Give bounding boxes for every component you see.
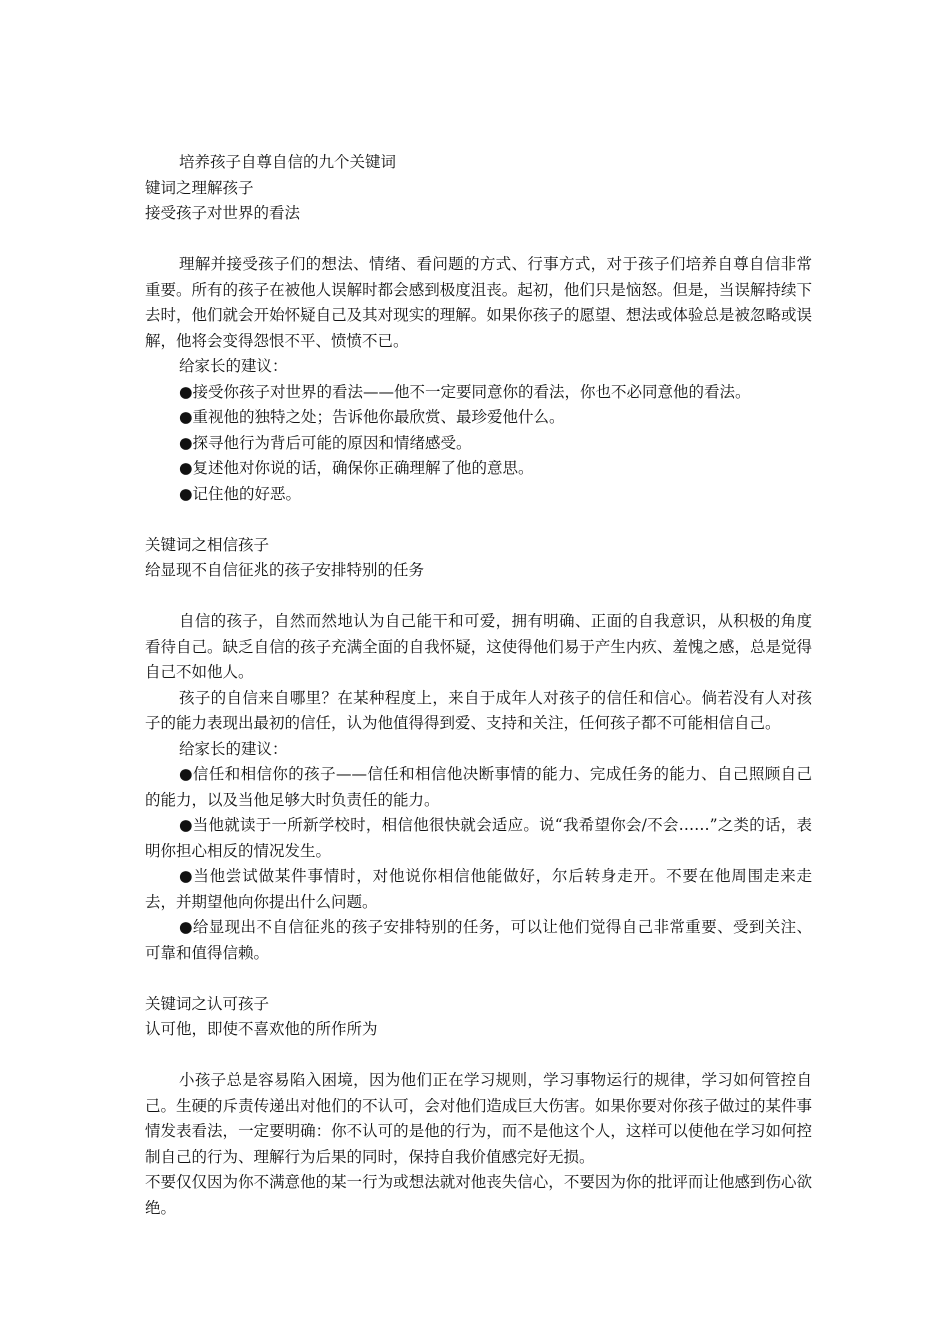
section2-paragraph: 自信的孩子，自然而然地认为自己能干和可爱，拥有明确、正面的自我意识，从积极的角度看待自己。缺乏自信的孩子充满全面的自我怀疑，这使得他们易于产生内疚、羞愧之感，总是觉得自己不如他人。 bbox=[145, 612, 812, 681]
section1-paragraph: 理解并接受孩子们的想法、情绪、看问题的方式、行事方式，对于孩子们培养自尊自信非常重要。所有的孩子在被他人误解时都会感到极度沮丧。起初，他们只是恼怒。但是，当误解持续下去时，他们就会开始怀疑自己及其对现实的理解。如果你孩子的愿望、想法或体验总是被忽略或误解，他将会变得怨恨不平、愤愤不已。 bbox=[145, 255, 812, 350]
section3-subheading: 认可他，即使不喜欢他的所作所为 bbox=[145, 1020, 378, 1038]
spacer bbox=[145, 507, 812, 533]
spacer bbox=[145, 966, 812, 992]
section1-bullet: ●重视他的独特之处；告诉他你最欣赏、最珍爱他什么。 bbox=[179, 408, 565, 426]
spacer bbox=[145, 1043, 812, 1069]
section2-advice-label: 给家长的建议： bbox=[179, 739, 288, 758]
section3-heading: 关键词之认可孩子 bbox=[145, 994, 270, 1013]
section1-bullet: ●复述他对你说的话，确保你正确理解了他的意思。 bbox=[179, 459, 534, 477]
section2-heading: 关键词之相信孩子 bbox=[145, 535, 270, 554]
section1-subheading: 接受孩子对世界的看法 bbox=[145, 204, 301, 222]
spacer bbox=[145, 584, 812, 610]
document-body bbox=[145, 150, 812, 1221]
section2-bullet: ●当他尝试做某件事情时，对他说你相信他能做好，尔后转身走开。不要在他周围走来走去，并期望他向你提出什么问题。 bbox=[145, 867, 812, 911]
section2-paragraph: 孩子的自信来自哪里？在某种程度上，来自于成年人对孩子的信任和信心。倘若没有人对孩子的能力表现出最初的信任，认为他值得得到爱、支持和关注，任何孩子都不可能相信自己。 bbox=[145, 688, 812, 732]
section3-paragraph: 小孩子总是容易陷入困境，因为他们正在学习规则，学习事物运行的规律，学习如何管控自己。生硬的斥责传递出对他们的不认可，会对他们造成巨大伤害。如果你要对你孩子做过的某件事情发表看法，一定要明确：你不认可的是他的行为，而不是他这个人，这样可以使他在学习如何控制自己的行为、理解行为后果的同时，保持自我价值感完好无损。 bbox=[145, 1071, 812, 1166]
spacer bbox=[145, 227, 812, 253]
section2-bullet: ●信任和相信你的孩子——信任和相信他决断事情的能力、完成任务的能力、自己照顾自己的能力，以及当他足够大时负责任的能力。 bbox=[145, 765, 812, 809]
section1-bullet: ●探寻他行为背后可能的原因和情绪感受。 bbox=[179, 433, 472, 452]
section2-subheading: 给显现不自信征兆的孩子安排特别的任务 bbox=[145, 561, 425, 579]
section3-paragraph: 不要仅仅因为你不满意他的某一行为或想法就对他丧失信心，不要因为你的批评而让他感到伤心欲绝。 bbox=[145, 1173, 812, 1217]
section1-bullet: ●记住他的好恶。 bbox=[179, 484, 302, 503]
document-title: 培养孩子自尊自信的九个关键词 bbox=[179, 153, 397, 171]
section1-bullet: ●接受你孩子对世界的看法——他不一定要同意你的看法，你也不必同意他的看法。 bbox=[179, 382, 751, 401]
section2-bullet: ●给显现出不自信征兆的孩子安排特别的任务，可以让他们觉得自己非常重要、受到关注、可靠和值得信赖。 bbox=[145, 918, 812, 962]
section2-bullet: ●当他就读于一所新学校时，相信他很快就会适应。说“我希望你会/不会……”之类的话，表明你担心相反的情况发生。 bbox=[145, 816, 812, 860]
section1-heading: 键词之理解孩子 bbox=[145, 178, 254, 197]
section1-advice-label: 给家长的建议： bbox=[179, 357, 288, 375]
